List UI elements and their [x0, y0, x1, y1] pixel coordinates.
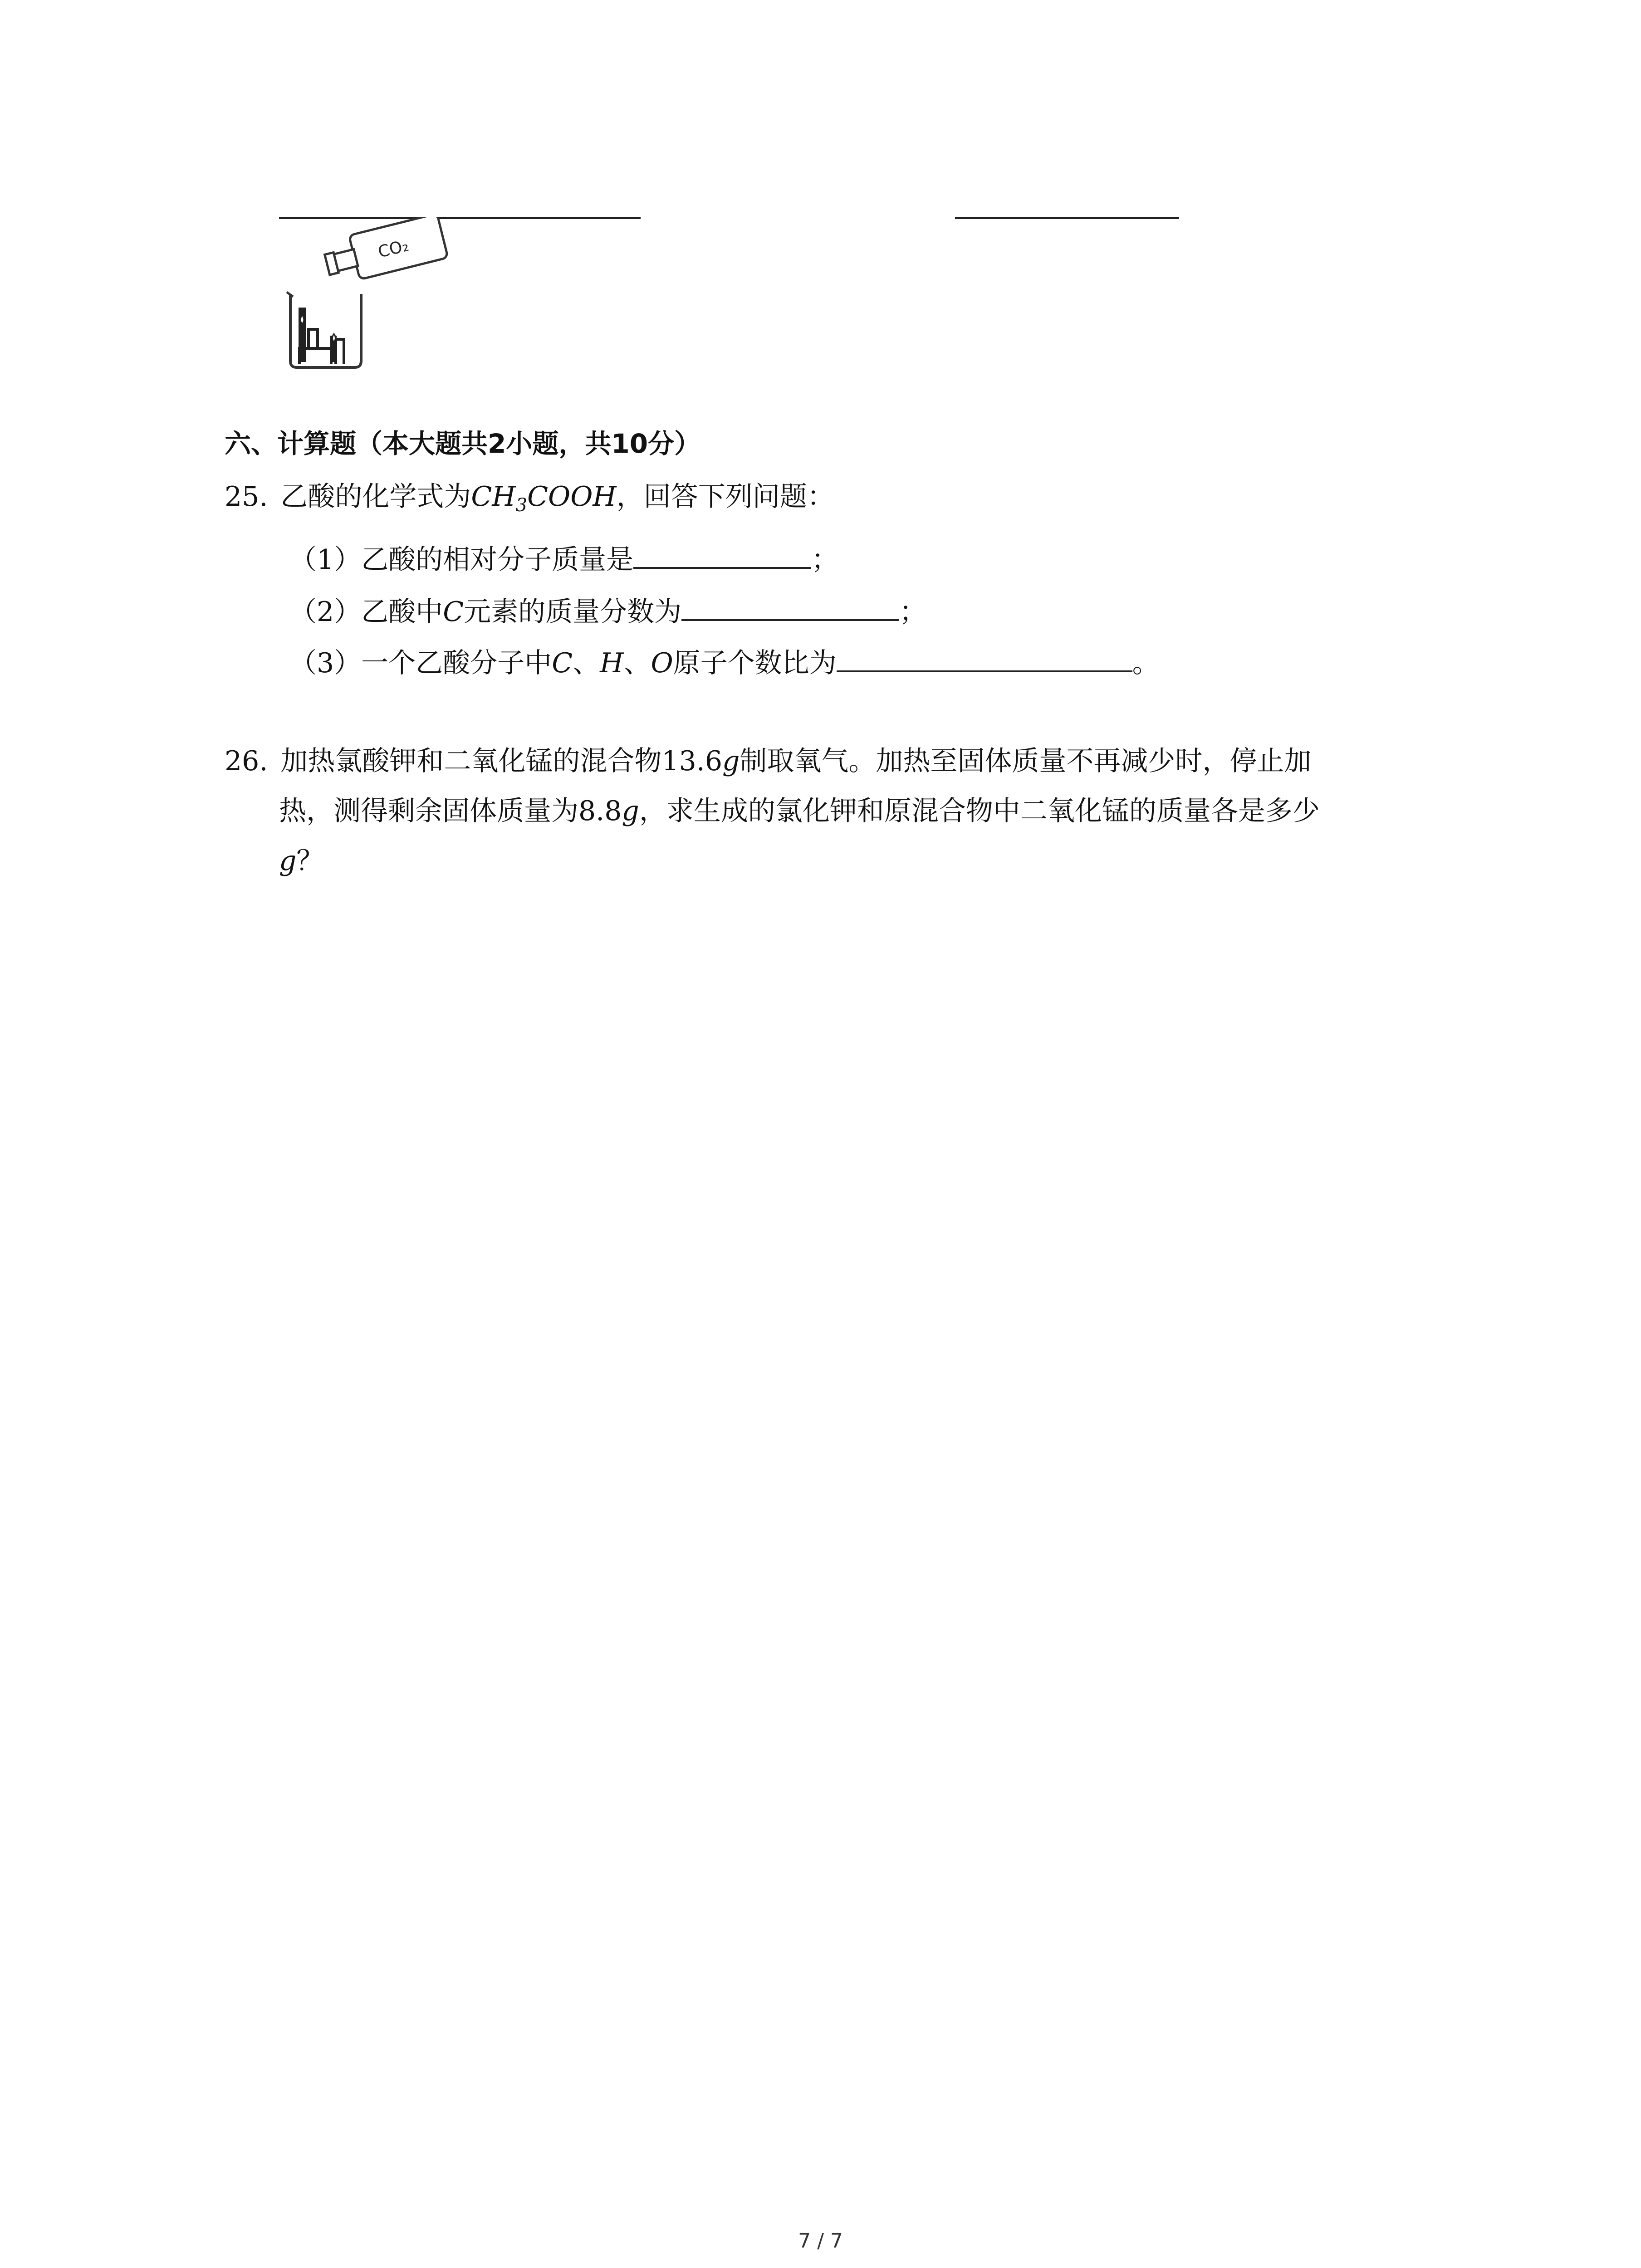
- q25-formula-sub: 3: [515, 495, 528, 516]
- q25-part1-text: 乙酸的相对分子质量是: [361, 544, 634, 576]
- q26-l3-post: ？: [296, 845, 324, 877]
- q26-l3-unit: g: [279, 845, 297, 877]
- q26-line-1: [225, 743, 1311, 779]
- q25-stem-pre: 乙酸的化学式为: [280, 481, 471, 513]
- q25-part3-h: H: [600, 647, 624, 679]
- q25-part3-label: （3）: [289, 647, 362, 679]
- q26-l2-unit: g: [622, 795, 639, 827]
- q25-part2-label: （2）: [289, 596, 362, 628]
- q25-part3-answer-blank[interactable]: [837, 643, 1132, 672]
- section-heading-text: 六、计算题（本大题共2小题，共10分）: [225, 428, 701, 459]
- co2-beaker-candle-figure: [272, 217, 472, 380]
- q25-part1-label: （1）: [289, 544, 362, 576]
- q25-part1: [289, 540, 838, 578]
- q25-part3: [289, 643, 1160, 681]
- q25-part2-pre: 乙酸中: [361, 596, 443, 628]
- q26-l2-pre: 热，测得剩余固体质量为: [279, 795, 578, 827]
- q25-part3-pre: 一个乙酸分子中: [361, 647, 552, 679]
- q25-part3-sep2: 、: [623, 647, 651, 679]
- q25-part2-var: C: [443, 596, 464, 628]
- q25-part3-end: 。: [1132, 647, 1160, 679]
- q26-l1-post: 制取氧气。加热至固体质量不再减少时，停止加: [740, 745, 1312, 777]
- section-heading: [225, 425, 700, 462]
- q25-part1-end: ；: [811, 544, 839, 576]
- q25-part3-post: 原子个数比为: [673, 647, 837, 679]
- q25-part1-answer-blank[interactable]: [633, 540, 811, 569]
- q25-part2-answer-blank[interactable]: [681, 592, 899, 621]
- q25-stem-post: ，回答下列问题：: [616, 481, 834, 513]
- q26-line-3: [279, 843, 323, 879]
- page-number: 7 / 7: [798, 2229, 843, 2253]
- q26-line-2: [279, 793, 1320, 829]
- q25-formula-b: COOH: [527, 481, 617, 513]
- q26-number: 26.: [225, 745, 268, 777]
- q25-part3-sep1: 、: [573, 647, 600, 679]
- q25-stem: [225, 479, 834, 515]
- q25-formula-a: CH: [471, 481, 516, 513]
- q26-l2-num: 8.8: [578, 795, 622, 827]
- q25-part2-post: 元素的质量分数为: [464, 596, 682, 628]
- q25-number: 25.: [225, 481, 268, 513]
- q26-l1-num: 13.6: [661, 745, 723, 777]
- q26-l2-post: ，求生成的氯化钾和原混合物中二氧化锰的质量各是多少: [639, 795, 1320, 827]
- step-platform-icon: [299, 308, 344, 364]
- answer-blank-line-2: [955, 217, 1179, 219]
- q26-l1-unit: g: [722, 745, 740, 777]
- co2-label: CO₂: [376, 236, 411, 262]
- q25-part2-end: ；: [899, 596, 927, 628]
- q25-part3-o: O: [651, 647, 673, 679]
- q26-l1-pre: 加热氯酸钾和二氧化锰的混合物: [280, 745, 662, 777]
- q25-part2: [289, 592, 926, 630]
- co2-bottle-icon: [322, 217, 448, 286]
- q25-part3-c: C: [552, 647, 573, 679]
- beaker-icon: [287, 292, 361, 367]
